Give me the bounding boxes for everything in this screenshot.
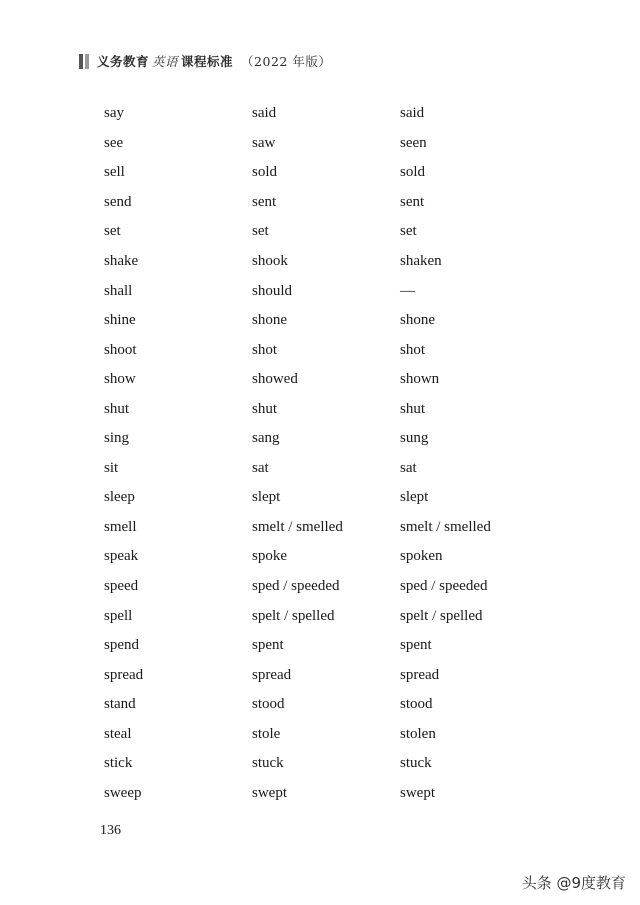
verb-past-participle: shot — [400, 341, 426, 358]
table-row — [104, 454, 560, 484]
table-row — [104, 188, 560, 218]
verb-past-participle: sent — [400, 193, 425, 210]
verb-past-tense: spent — [252, 637, 284, 654]
header-subject: 英语 — [152, 54, 179, 69]
verb-base-form: stand — [104, 696, 136, 713]
verb-base-form: spell — [104, 607, 133, 624]
verb-past-tense: shone — [252, 312, 287, 329]
verb-past-tense: sold — [252, 164, 278, 181]
table-row — [104, 542, 560, 572]
header-title — [97, 52, 331, 70]
header-mark-dark — [79, 54, 83, 69]
header-bar-icon — [79, 54, 91, 69]
verb-base-form: sing — [104, 430, 130, 447]
table-row — [104, 572, 560, 602]
table-row — [104, 247, 560, 277]
verb-past-tense: sat — [252, 459, 269, 476]
verb-past-participle: shown — [400, 371, 440, 388]
verb-past-tense: showed — [252, 371, 298, 388]
page-number: 136 — [100, 823, 121, 838]
table-row — [104, 129, 560, 159]
table-row — [104, 424, 560, 454]
verb-base-form: see — [104, 134, 124, 151]
verb-base-form: shut — [104, 400, 130, 417]
table-row — [104, 660, 560, 690]
table-row — [104, 779, 560, 809]
verb-past-participle: shut — [400, 400, 426, 417]
verb-past-participle: spoken — [400, 548, 443, 565]
verb-past-tense: spoke — [252, 548, 287, 565]
verb-past-participle: sold — [400, 164, 426, 181]
verb-base-form: sit — [104, 459, 119, 476]
table-row — [104, 719, 560, 749]
verb-past-tense: stood — [252, 696, 285, 713]
verb-past-participle: seen — [400, 134, 427, 151]
verb-base-form: set — [104, 223, 121, 240]
verb-past-participle: smelt / smelled — [400, 518, 491, 535]
verb-base-form: show — [104, 371, 136, 388]
verb-base-form: steal — [104, 725, 132, 742]
table-row — [104, 276, 560, 306]
verb-base-form: sweep — [104, 784, 142, 801]
verb-past-tense: stuck — [252, 755, 284, 772]
verb-past-tense: slept — [252, 489, 281, 506]
verb-past-participle: shone — [400, 312, 435, 329]
verb-past-participle: spread — [400, 666, 440, 683]
table-row — [104, 513, 560, 543]
verb-past-participle: shaken — [400, 253, 442, 269]
verb-base-form: say — [104, 105, 124, 122]
table-row — [104, 601, 560, 631]
header-title-prefix: 义务教育 — [97, 54, 150, 69]
verb-base-form: shine — [104, 312, 136, 329]
verb-base-form: spread — [104, 666, 144, 683]
verb-past-tense: should — [252, 282, 293, 299]
verb-past-participle: spent — [400, 637, 432, 654]
verb-past-tense: swept — [252, 784, 287, 801]
verb-past-participle: spelt / spelled — [400, 607, 483, 624]
verb-past-tense: said — [252, 105, 277, 122]
verb-base-form: speed — [104, 578, 139, 595]
verb-base-form: smell — [104, 518, 137, 535]
verb-base-form: sleep — [104, 489, 135, 506]
table-row — [104, 217, 560, 247]
verb-past-participle: sat — [400, 459, 417, 476]
verb-past-tense: spelt / spelled — [252, 607, 335, 624]
header-title-suffix: 课程标准 — [181, 54, 234, 69]
verb-base-form: shoot — [104, 341, 137, 358]
verb-past-tense: stole — [252, 725, 281, 742]
table-row — [104, 335, 560, 365]
verb-past-tense: shut — [252, 400, 278, 417]
table-row — [104, 158, 560, 188]
verb-past-participle: sung — [400, 430, 429, 447]
running-header — [79, 50, 331, 72]
verb-past-participle: slept — [400, 489, 429, 506]
verb-base-form: shake — [104, 253, 139, 269]
verb-past-tense: sang — [252, 430, 280, 447]
verb-past-tense: saw — [252, 134, 276, 151]
verb-past-participle: stuck — [400, 755, 432, 772]
table-row — [104, 365, 560, 395]
irregular-verb-table — [104, 99, 560, 808]
verb-past-participle: set — [400, 223, 417, 240]
verb-past-participle: swept — [400, 784, 435, 801]
verb-past-participle: stolen — [400, 725, 436, 742]
verb-table-body — [104, 99, 560, 808]
verb-base-form: spend — [104, 637, 139, 654]
verb-past-participle: sped / speeded — [400, 578, 488, 595]
verb-base-form: sell — [104, 164, 125, 181]
verb-past-tense: shot — [252, 341, 278, 358]
table-row — [104, 394, 560, 424]
verb-past-participle: — — [400, 282, 415, 299]
header-edition: （2022 年版） — [241, 54, 332, 69]
table-row — [104, 483, 560, 513]
verb-past-tense: set — [252, 223, 269, 240]
verb-base-form: send — [104, 193, 132, 210]
verb-past-tense: sped / speeded — [252, 578, 340, 595]
table-row — [104, 631, 560, 661]
verb-past-tense: smelt / smelled — [252, 518, 343, 535]
table-row — [104, 690, 560, 720]
verb-base-form: stick — [104, 755, 133, 772]
verb-past-tense: shook — [252, 253, 288, 269]
header-mark-light — [85, 54, 89, 69]
verb-base-form: speak — [104, 548, 139, 565]
verb-past-tense: spread — [252, 666, 292, 683]
table-row — [104, 749, 560, 779]
verb-past-participle: stood — [400, 696, 433, 713]
verb-past-participle: said — [400, 105, 425, 122]
verb-past-tense: sent — [252, 193, 277, 210]
table-row — [104, 99, 560, 129]
watermark: 头条 @9度教育 — [521, 874, 626, 892]
verb-base-form: shall — [104, 282, 133, 299]
table-row — [104, 306, 560, 336]
